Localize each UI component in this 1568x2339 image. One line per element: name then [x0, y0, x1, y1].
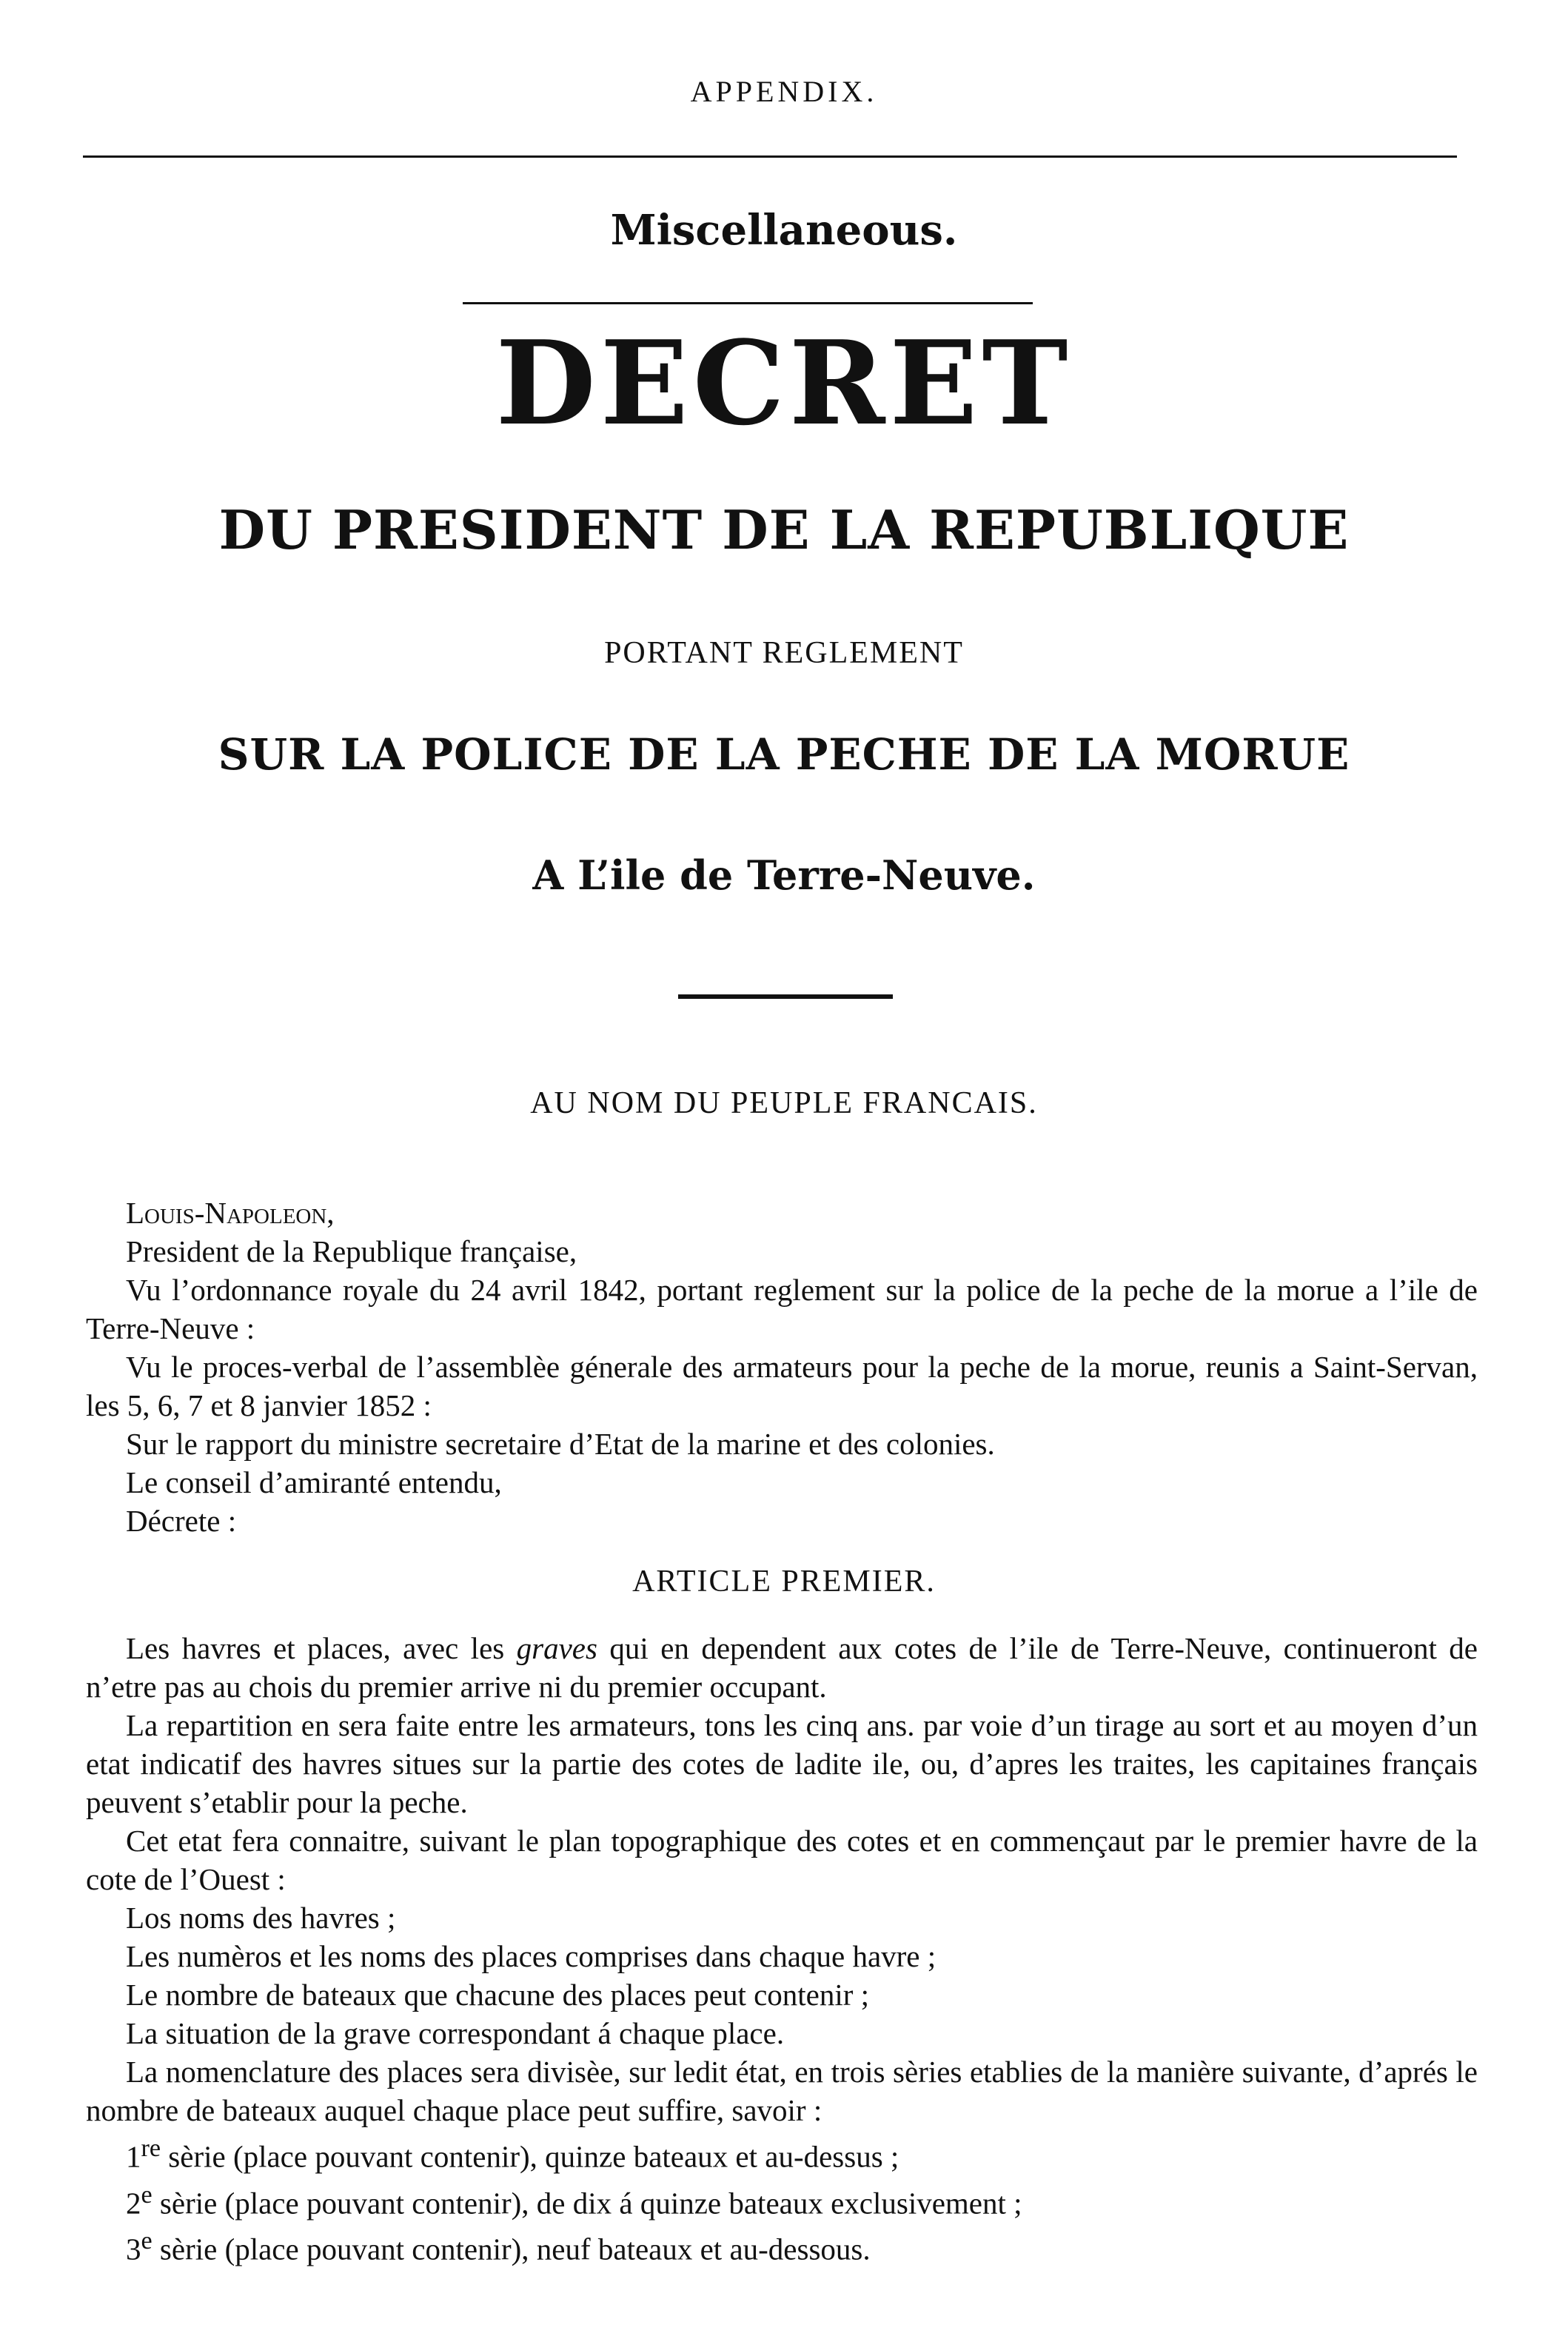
section-rule: [463, 302, 1033, 304]
list-item: Le nombre de bateaux que chacune des places peut contenir ;: [126, 1978, 870, 2012]
decree-subtitle-police: SUR LA POLICE DE LA PECHE DE LA MORUE: [218, 729, 1350, 780]
article-heading: ARTICLE PREMIER.: [632, 1565, 936, 1599]
preamble-name: Louis-Napoleon,: [126, 1196, 335, 1230]
header-rule: [83, 155, 1457, 158]
decree-subtitle-portant: PORTANT REGLEMENT: [604, 636, 964, 670]
article-paragraph: La repartition en sera faite entre les armateurs, tons les cinq ans. par voie d’un tirage au sort et au moyen d’un etat indicatif des havres situes sur la partie des cotes de ladite ile, ou, d’apres les traites, les capitaines français peuvent s’etablir pour la peche.: [86, 1708, 1478, 1819]
preamble-role: President de la Republique française,: [126, 1234, 577, 1268]
list-item: La situation de la grave correspondant á chaque place.: [126, 2016, 785, 2050]
invocation: AU NOM DU PEUPLE FRANCAIS.: [530, 1086, 1038, 1120]
series-text: sèrie (place pouvant contenir), quinze bateaux et au-dessus ;: [161, 2139, 899, 2174]
series-ordinal: e: [141, 2181, 153, 2209]
decree-subtitle-president: DU PRESIDENT DE LA REPUBLIQUE: [218, 498, 1350, 561]
title-rule: [678, 994, 893, 999]
decree-title: DECRET: [495, 315, 1073, 451]
series-ordinal: re: [141, 2135, 161, 2162]
series-ordinal: e: [141, 2227, 153, 2255]
preamble-vu-ordonnance: Vu l’ordonnance royale du 24 avril 1842, portant reglement sur la police de la peche de la morue a l’ile de Terre-Neuve :: [86, 1273, 1478, 1345]
series-item: [86, 2129, 1478, 2176]
paragraph-text: qui en dependent aux cotes de l’ile de Terre-Neuve, continueront de n’etre pas au chois du premier arrive ni du premier occupant.: [86, 1631, 1478, 1704]
running-head: APPENDIX.: [690, 75, 878, 108]
preamble: [86, 1194, 1478, 1540]
series-number: 2: [126, 2186, 141, 2221]
series-item: [86, 2176, 1478, 2223]
preamble-conseil: Le conseil d’amiranté entendu,: [126, 1465, 502, 1499]
series-item: [86, 2222, 1478, 2269]
paragraph-text: Les havres et places, avec les: [126, 1631, 517, 1665]
preamble-decrete: Décrete :: [126, 1504, 237, 1538]
list-item: Los noms des havres ;: [126, 1901, 396, 1935]
italic-term: graves: [516, 1631, 597, 1665]
series-text: sèrie (place pouvant contenir), de dix á quinze bateaux exclusivement ;: [152, 2186, 1022, 2221]
series-number: 1: [126, 2139, 141, 2174]
article-paragraph: Cet etat fera connaitre, suivant le plan topographique des cotes et en commençaut par le premier havre de la cote de l’Ouest :: [86, 1824, 1478, 1896]
preamble-vu-proces-verbal: Vu le proces-verbal de l’assemblèe génerale des armateurs pour la peche de la morue, reunis a Saint-Servan, les 5, 6, 7 et 8 janvier 1852 :: [86, 1350, 1478, 1422]
list-item: Les numèros et les noms des places comprises dans chaque havre ;: [126, 1939, 937, 1973]
article-body: [86, 1629, 1478, 2269]
preamble-rapport: Sur le rapport du ministre secretaire d’Etat de la marine et des colonies.: [126, 1427, 995, 1461]
article-paragraph: [86, 1629, 1478, 1706]
series-number: 3: [126, 2232, 141, 2266]
series-text: sèrie (place pouvant contenir), neuf bateaux et au-dessous.: [152, 2232, 871, 2266]
section-title: Miscellaneous.: [610, 206, 958, 255]
decree-subtitle-island: A L’ile de Terre-Neuve.: [532, 851, 1036, 899]
article-paragraph: La nomenclature des places sera divisèe, sur ledit état, en trois sèries etablies de la manière suivante, d’aprés le nombre de bateaux auquel chaque place peut suffire, savoir :: [86, 2055, 1478, 2127]
